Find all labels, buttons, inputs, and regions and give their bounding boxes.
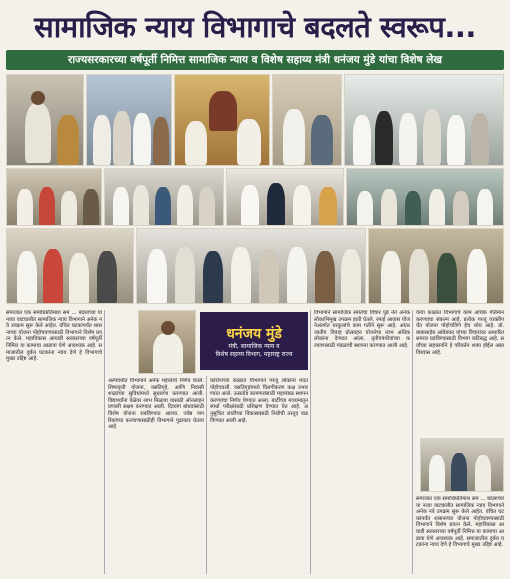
minister-role-line2: विशेष सहाय्य विभाग, महाराष्ट्र राज्य xyxy=(215,350,293,358)
photo-felicitation xyxy=(6,228,134,304)
article-column-3: कोरोनाच्या काळात विभागाने गरजू लोकांना मदत पोहोचवली. वसतिगृहांमध्ये विलगीकरण कक्ष उभारण्यात आले. ऊसतोड कामगारांसाठी महामंडळ स्थापन करण्याचा निर्णय घेण्यात आला. बार्टीच्या माध्यमातून स्पर्धा परीक्षांसाठी प्रशिक्षण देण्यात येत आहे. अनुसूचित जातींच्या विकासासाठी निधीची तरतूद वाढविण्यात आली आहे. xyxy=(210,378,308,424)
minister-name: धनंजय मुंडे xyxy=(226,325,282,342)
photo-officials-group xyxy=(136,228,366,304)
minister-role-line1: मंत्री, सामाजिक न्याय व xyxy=(228,342,280,350)
photo-award-stage xyxy=(226,168,344,226)
article-column-5: येत्या काळात विभागाचे काम अधिक गतिमान करण्याचा संकल्प आहे. प्रत्येक गरजू व्यक्तीपर्यंत योजना पोहोचविणे हेच ध्येय आहे. डॉ. बाबासाहेब आंबेडकर यांच्या विचारांवर आधारित समाज घडविण्यासाठी विभाग कटिबद्ध आहे. सर्वांच्या सहकार्याने हे परिवर्तन शक्य होईल असा विश्वास आहे. xyxy=(416,310,504,356)
photo-ceremony-hall xyxy=(104,168,224,226)
photo-group-meeting xyxy=(86,74,172,166)
photo-tribute-garland xyxy=(174,74,270,166)
article-column-4: विभागाने सामाजिक समतेचा विचार पुढे नेत अनेक लोकाभिमुख उपक्रम हाती घेतले. रमाई आवास योजनेअंतर्गत घरकुलांचे काम गतीने सुरू आहे. आंतरजातीय विवाह प्रोत्साहन योजनेचा लाभ अधिक लोकांना देण्यात आला. तृतीयपंथीयांच्या कल्याणासाठी मंडळाची स्थापना करण्यात आली आहे. xyxy=(314,310,410,349)
photo-office-desk xyxy=(272,74,342,166)
photo-inline-event xyxy=(420,438,504,492)
article-headline: सामाजिक न्याय विभागाचे बदलते स्वरूप... xyxy=(34,9,476,44)
photo-group-standing xyxy=(344,74,504,166)
article-column-1: समाजात एक समाधिप्रतिमाश सम ... बदलाच्या या नव्या वाटचालीत सामाजिक न्याय विभागाने अनेक नवे उपक्रम सुरू केले आहेत. वंचित घटकांपर्यंत शासनाच्या योजना पोहोचवण्यासाठी विभागाने विशेष प्रयत्न केले. महाविकास आघाडी सरकारच्या वर्षपूर्ती निमित्त या कामाचा आढावा घेणे आवश्यक आहे. समाजातील दुर्बल घटकांना न्याय देणे हे विभागाचे मुख्य उद्दिष्ट आहे. xyxy=(6,310,102,363)
column-rule xyxy=(104,310,105,574)
photo-inline-portrait xyxy=(138,310,196,374)
column-rule xyxy=(310,310,311,574)
photo-event-crowd xyxy=(6,168,102,226)
article-subheadline: राज्यसरकारच्या वर्षपूर्ती निमित्त सामाजिक न्याय व विशेष सहाय्य मंत्री धनंजय मुंडे यांचा विशेष लेख xyxy=(6,50,504,70)
article-column-2: अल्पवधीत विभागाने अनेक महत्त्वाचे निर्णय घेतले. शिष्यवृत्ती योजना, वसतिगृहे, आणि निवासी शाळांच्या सुविधांमध्ये सुधारणा करण्यात आली. विद्यार्थ्यांना वेळेवर लाभ मिळावा यासाठी ऑनलाइन प्रणाली सक्षम करण्यात आली. दिव्यांग बांधवांसाठी विशेष योजना राबविण्यात आल्या. ज्येष्ठ नागरिकांच्या कल्याणासाठीही विभागाने पुढाकार घेतला आहे. xyxy=(108,378,204,431)
column-rule xyxy=(206,376,207,574)
minister-name-box xyxy=(200,312,308,370)
article-column-5-bottom: समाजात एक समाधिप्रतिमाश सम ... बदलाच्या या नव्या वाटचालीत सामाजिक न्याय विभागाने अनेक नवे उपक्रम सुरू केले आहेत. वंचित घटकांपर्यंत शासनाच्या योजना पोहोचवण्यासाठी विभागाने विशेष प्रयत्न केले. महाविकास आघाडी सरकारच्या वर्षपूर्ती निमित्त या कामाचा आढावा घेणे आवश्यक आहे. समाजातील दुर्बल घटकांना न्याय देणे हे विभागाचे मुख्य उद्दिष्ट आहे. xyxy=(416,496,504,549)
photo-inspection-visit xyxy=(368,228,504,304)
photo-portrait-memorial xyxy=(6,74,84,166)
photo-conference-table xyxy=(346,168,504,226)
column-rule xyxy=(412,310,413,574)
